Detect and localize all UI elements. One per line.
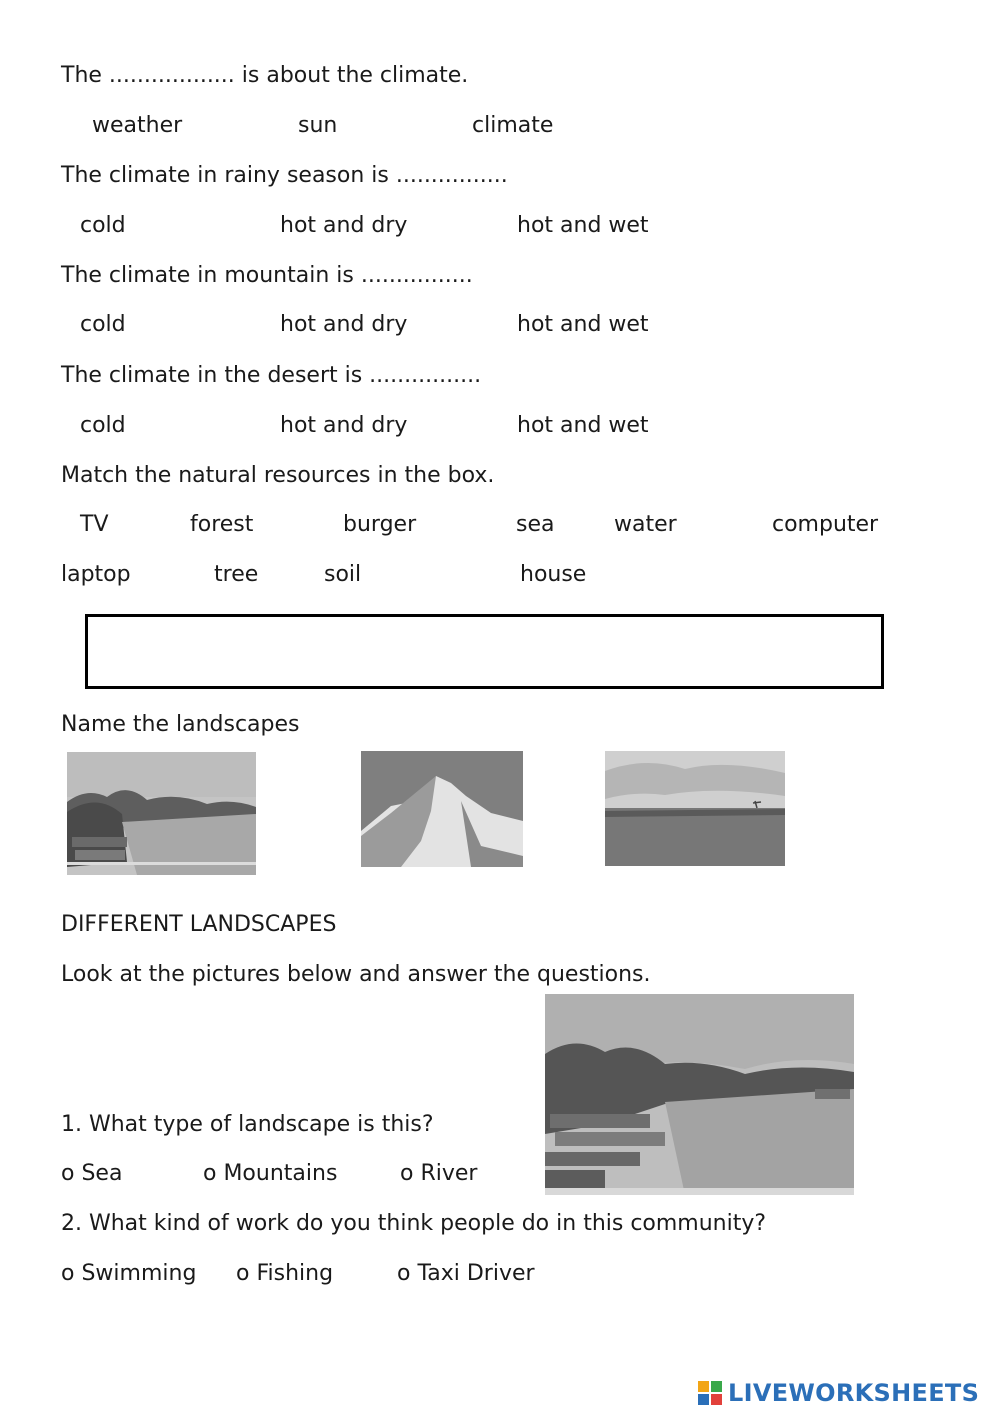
q2-option-hot-dry[interactable]: hot and dry [280,213,408,238]
landscapes-heading: Name the landscapes [61,712,300,737]
match-word-water[interactable]: water [614,512,677,537]
match-word-house[interactable]: house [520,562,587,587]
match-word-tv[interactable]: TV [80,512,109,537]
liveworksheets-logo[interactable] [698,1378,994,1408]
river-community-photo [545,994,854,1195]
question1-text: 1. What type of landscape is this? [61,1112,434,1137]
match-word-tree[interactable]: tree [214,562,259,587]
question1-option-sea[interactable]: o Sea [61,1161,123,1186]
question2-option-fishing[interactable]: o Fishing [236,1261,334,1286]
q2-option-hot-wet[interactable]: hot and wet [517,213,649,238]
match-word-burger[interactable]: burger [343,512,417,537]
section-instruction: Look at the pictures below and answer the questions. [61,962,651,987]
question1-option-river[interactable]: o River [400,1161,478,1186]
q1-option-sun[interactable]: sun [298,113,338,138]
mountain-photo [361,751,523,867]
match-word-sea[interactable]: sea [516,512,555,537]
question2-option-taxi-driver[interactable]: o Taxi Driver [397,1261,535,1286]
q4-option-hot-dry[interactable]: hot and dry [280,413,408,438]
q2-option-cold[interactable]: cold [80,213,126,238]
plain-photo [605,751,785,866]
q1-question: The .................. is about the climate. [61,63,469,88]
resources-drop-box[interactable] [85,614,884,689]
liveworksheets-logo-icon [698,1381,722,1405]
q4-option-hot-wet[interactable]: hot and wet [517,413,649,438]
match-word-forest[interactable]: forest [190,512,254,537]
match-word-laptop[interactable]: laptop [61,562,131,587]
question2-text: 2. What kind of work do you think people do in this community? [61,1211,767,1236]
q2-question: The climate in rainy season is ................ [61,163,508,188]
q3-option-cold[interactable]: cold [80,312,126,337]
q4-question: The climate in the desert is ................ [61,363,482,388]
q1-option-climate[interactable]: climate [472,113,554,138]
match-instruction: Match the natural resources in the box. [61,463,495,488]
match-word-computer[interactable]: computer [772,512,879,537]
q1-option-weather[interactable]: weather [92,113,183,138]
q3-option-hot-dry[interactable]: hot and dry [280,312,408,337]
question1-option-mountains[interactable]: o Mountains [203,1161,338,1186]
logo-text: LIVEWORKSHEETS [728,1379,980,1407]
question2-option-swimming[interactable]: o Swimming [61,1261,197,1286]
river-photo [67,752,256,875]
match-word-soil[interactable]: soil [324,562,362,587]
q3-question: The climate in mountain is ................ [61,263,473,288]
section-title: DIFFERENT LANDSCAPES [61,912,337,937]
q3-option-hot-wet[interactable]: hot and wet [517,312,649,337]
q4-option-cold[interactable]: cold [80,413,126,438]
